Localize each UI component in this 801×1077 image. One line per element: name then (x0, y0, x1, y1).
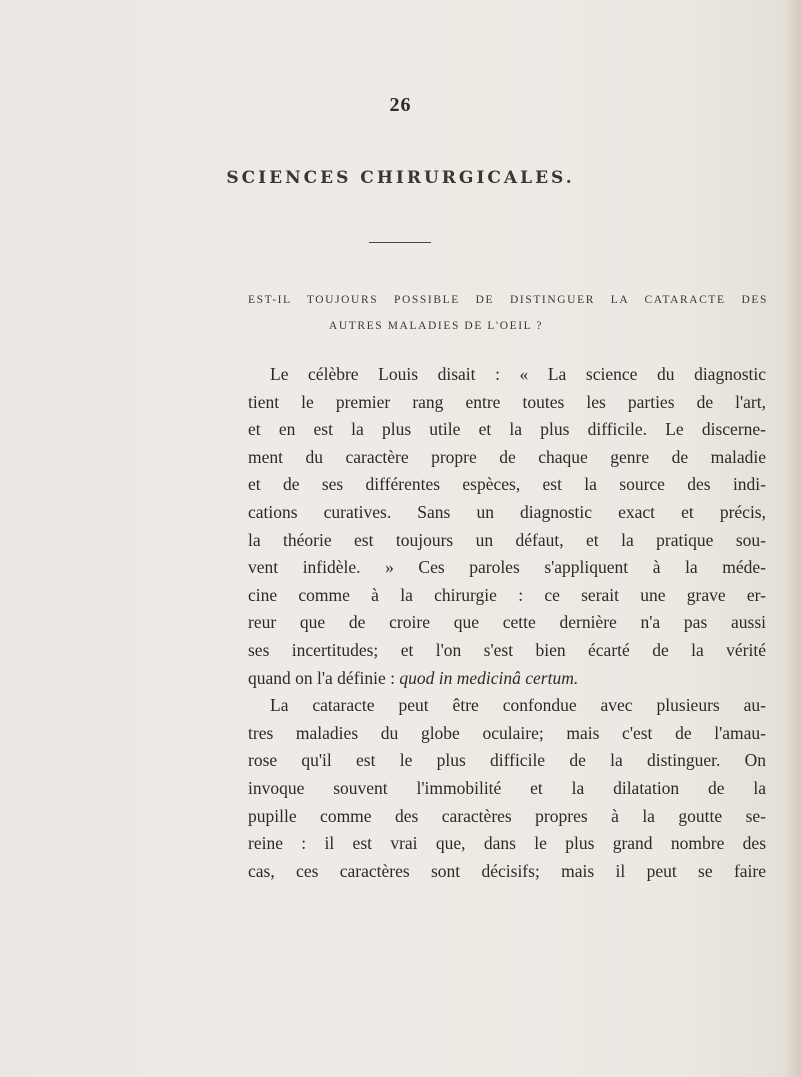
text-line: rose qu'il est le plus difficile de la distinguer. On (248, 750, 766, 771)
heading-line-1: EST-IL TOUJOURS POSSIBLE DE DISTINGUER LA CATARACTE DES (248, 294, 768, 306)
text-line: cations curatives. Sans un diagnostic exact et précis, (248, 501, 766, 522)
heading-line-2: AUTRES MALADIES DE L'OEIL ? (328, 320, 544, 332)
text-line: cine comme à la chirurgie : ce serait une grave er- (248, 584, 766, 605)
text-line-with-latin (248, 665, 766, 693)
text-line: la théorie est toujours un défaut, et la pratique sou- (248, 529, 766, 550)
text-line: reine : il est vrai que, dans le plus grand nombre des (248, 833, 766, 854)
text-line: Le célèbre Louis disait : « La science du diagnostic (270, 364, 766, 384)
text-line: pupille comme des caractères propres à la goutte se- (248, 805, 766, 826)
text-line: et de ses différentes espèces, est la source des indi- (248, 474, 766, 495)
text-line: ment du caractère propre de chaque genre de maladie (248, 446, 766, 467)
text-line: La cataracte peut être confondue avec plusieurs au- (270, 695, 766, 716)
text-line: tres maladies du globe oculaire; mais c'est de l'amau- (248, 722, 766, 743)
text-line-start: quand on l'a définie : (248, 667, 395, 688)
text-line: et en est la plus utile et la plus difficile. Le discerne- (248, 419, 766, 440)
article-heading (248, 287, 768, 339)
text-line: ses incertitudes; et l'on s'est bien écarté de la vérité (248, 639, 766, 660)
section-title: SCIENCES CHIRURGICALES. (226, 168, 575, 188)
text-line: cas, ces caractères sont décisifs; mais il peut se faire (248, 860, 766, 881)
text-line: invoque souvent l'immobilité et la dilatation de la (248, 777, 766, 798)
body-paragraphs (248, 361, 766, 885)
page-number: 26 (389, 94, 412, 116)
text-line: reur que de croire que cette dernière n'a pas aussi (248, 612, 766, 633)
latin-phrase: quod in medicinâ certum. (399, 667, 579, 688)
text-line: tient le premier rang entre toutes les parties de l'art, (248, 391, 766, 412)
text-line: vent infidèle. » Ces paroles s'appliquent à la méde- (248, 557, 766, 578)
page-edge-shadow (783, 0, 801, 1077)
divider-rule (369, 242, 431, 243)
